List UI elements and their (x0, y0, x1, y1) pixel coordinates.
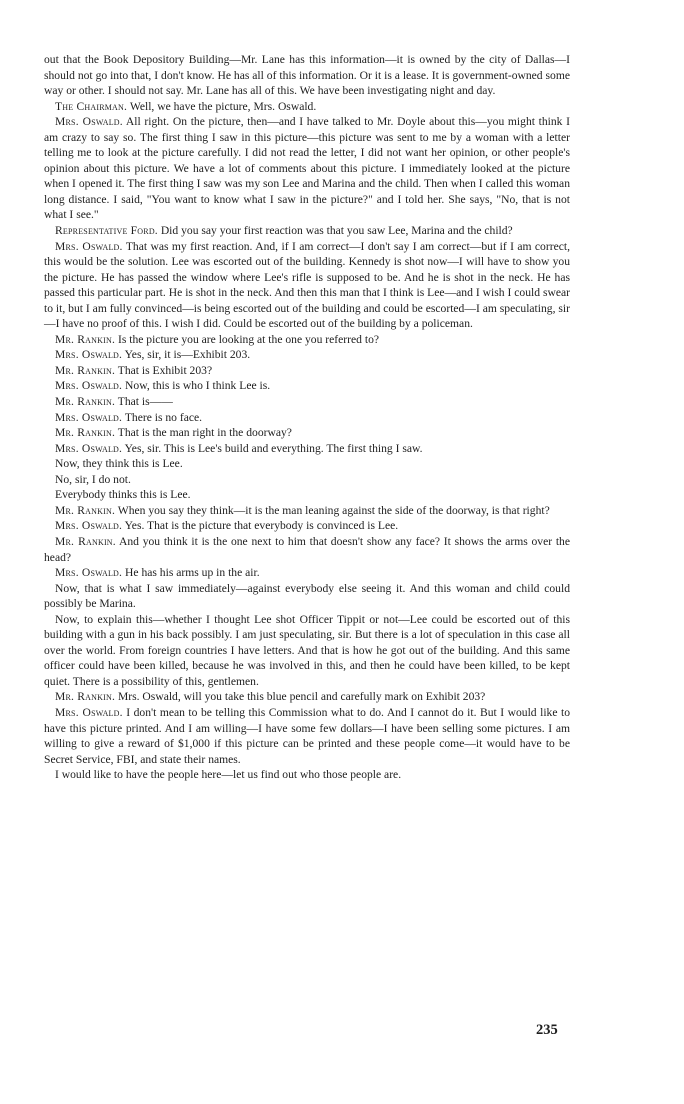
transcript-paragraph (44, 363, 570, 379)
paragraph-text: Now, that is what I saw immediately—against everybody else seeing it. And this woman and child could possibly be Marina. (44, 581, 570, 611)
transcript-paragraph (44, 394, 570, 410)
transcript-body (44, 52, 570, 783)
paragraph-text: No, sir, I do not. (55, 472, 131, 486)
paragraph-text: Yes, sir. This is Lee's build and everything. The first thing I saw. (124, 441, 423, 455)
paragraph-text: out that the Book Depository Building—Mr. Lane has this information—it is owned by the city of Dallas—I should not go into that, I don't know. He has all of this information. Or it is a lease. It is government-owned some way or other. I should not say. Mr. Lane has all of this. We have been investigating night and day. (44, 53, 570, 98)
transcript-paragraph (44, 425, 570, 441)
transcript-paragraph (44, 456, 570, 472)
transcript-paragraph (44, 518, 570, 534)
transcript-paragraph (44, 114, 570, 223)
transcript-paragraph (44, 767, 570, 783)
speaker-name: Mrs. Oswald. (55, 410, 123, 424)
paragraph-text: That is Exhibit 203? (117, 363, 213, 377)
paragraph-text: Is the picture you are looking at the one you referred to? (117, 332, 380, 346)
paragraph-text: That was my first reaction. And, if I am correct—I don't say I am correct—but if I am correct, this would be the solution. Lee was escorted out of the building. Kennedy is shot now—I will have to show you the picture. He has passed the window where Lee's rifle is supposed to be. And he is shot in the neck. He has passed this particular part. He is shot in the neck. And then this man that I think is Lee—and I wish I could swear to it, but I am fully convinced—is being escorted out of the building and could be escorted—I am speculating, sir—I have no proof of this. I wish I did. Could be escorted out of the building by a policeman. (44, 239, 570, 331)
transcript-paragraph (44, 612, 570, 690)
transcript-paragraph (44, 503, 570, 519)
speaker-name: Mrs. Oswald. (55, 705, 123, 719)
transcript-paragraph (44, 239, 570, 332)
paragraph-text: Mrs. Oswald, will you take this blue pencil and carefully mark on Exhibit 203? (117, 690, 486, 704)
transcript-paragraph (44, 223, 570, 239)
transcript-paragraph (44, 534, 570, 565)
speaker-name: Mr. Rankin. (55, 503, 116, 517)
transcript-paragraph (44, 705, 570, 767)
transcript-paragraph (44, 410, 570, 426)
speaker-name: Mrs. Oswald. (55, 441, 123, 455)
paragraph-text: Did you say your first reaction was that you saw Lee, Marina and the child? (160, 224, 513, 238)
paragraph-text: Now, they think this is Lee. (55, 457, 183, 471)
paragraph-text: Yes. That is the picture that everybody is convinced is Lee. (124, 519, 399, 533)
paragraph-text: He has his arms up in the air. (125, 566, 260, 580)
transcript-paragraph (44, 581, 570, 612)
speaker-name: Mr. Rankin. (55, 363, 116, 377)
paragraph-text: I would like to have the people here—let us find out who those people are. (55, 768, 402, 782)
transcript-paragraph (44, 347, 570, 363)
transcript-paragraph (44, 332, 570, 348)
speaker-name: Mrs. Oswald. (55, 519, 123, 533)
transcript-paragraph (44, 52, 570, 99)
speaker-name: Mrs. Oswald. (55, 239, 123, 253)
transcript-paragraph (44, 689, 570, 705)
paragraph-text: Well, we have the picture, Mrs. Oswald. (129, 99, 317, 113)
paragraph-text: When you say they think—it is the man leaning against the side of the doorway, is that right? (117, 503, 550, 517)
paragraph-text: That is the man right in the doorway? (117, 426, 292, 440)
transcript-paragraph (44, 378, 570, 394)
transcript-paragraph (44, 99, 570, 115)
speaker-name: Mrs. Oswald. (55, 115, 123, 129)
paragraph-text: Now, this is who I think Lee is. (125, 379, 271, 393)
speaker-name: Mr. Rankin. (55, 332, 116, 346)
speaker-name: Mr. Rankin. (55, 534, 116, 548)
paragraph-text: There is no face. (124, 410, 203, 424)
paragraph-text: Now, to explain this—whether I thought Lee shot Officer Tippit or not—Lee could be escorted out of this building with a gun in his back possibly. I am just speculating, sir. But there is a lot of speculation in this case all over the world. From foreign countries I have letters. And that is how he got out of the building. And this same officer could have been killed, because he was involved in this, and then he could have been killed, to be kept quiet. There is a possibility of this, gentlemen. (44, 612, 570, 688)
transcript-paragraph (44, 565, 570, 581)
transcript-paragraph (44, 441, 570, 457)
transcript-paragraph (44, 487, 570, 503)
speaker-name: Mrs. Oswald. (55, 566, 123, 580)
speaker-name: Mr. Rankin. (55, 395, 116, 409)
speaker-name: Mr. Rankin. (55, 690, 116, 704)
speaker-name: The Chairman. (55, 99, 128, 113)
paragraph-text: Yes, sir, it is—Exhibit 203. (124, 348, 251, 362)
paragraph-text: And you think it is the one next to him that doesn't show any face? It shows the arms over the head? (44, 534, 570, 564)
speaker-name: Mr. Rankin. (55, 426, 116, 440)
paragraph-text: That is—— (117, 395, 173, 409)
paragraph-text: I don't mean to be telling this Commission what to do. And I cannot do it. But I would like to have this picture printed. And I am willing—I have some few dollars—I have been selling some pictures. I am willing to give a reward of $1,000 if this picture can be printed and these people come—it would have to be Secret Service, FBI, and state their names. (44, 705, 571, 766)
page-number: 235 (536, 1022, 558, 1038)
speaker-name: Representative Ford. (55, 224, 158, 238)
paragraph-text: All right. On the picture, then—and I have talked to Mr. Doyle about this—you might think I am crazy to say so. The first thing I saw in this picture—this picture was sent to me by a woman with a letter telling me to look at the picture carefully. I did not read the letter, I did not want her opinion, or other people's opinion about this picture. We have a lot of comments about this picture. I immediately looked at the picture when I opened it. The first thing I saw was my son Lee and Marina and the child. Then when I called this woman long distance. I said, "You want to know what I saw in the picture?" and I told her. She says, "No, that is not what I see." (44, 115, 570, 222)
transcript-paragraph (44, 472, 570, 488)
speaker-name: Mrs. Oswald. (55, 379, 123, 393)
paragraph-text: Everybody thinks this is Lee. (55, 488, 191, 502)
speaker-name: Mrs. Oswald. (55, 348, 123, 362)
